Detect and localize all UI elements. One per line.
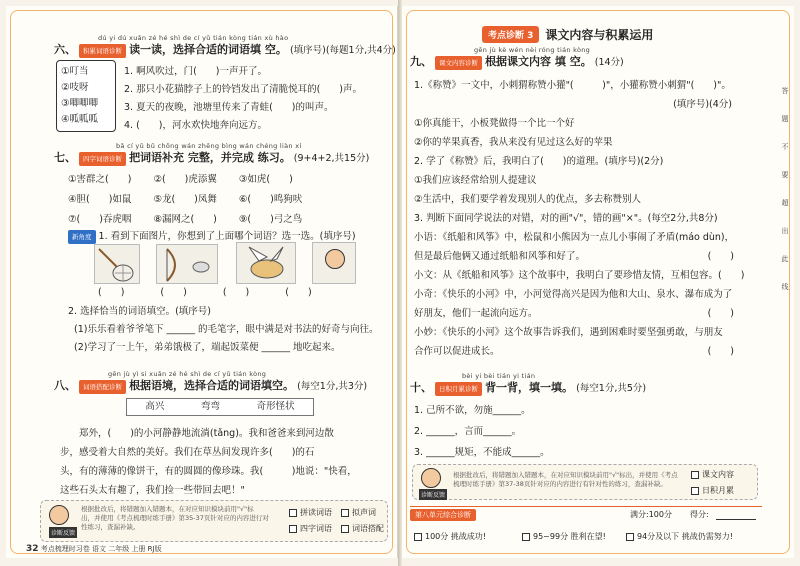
q6-option: ①叮当 bbox=[61, 66, 89, 77]
q6-option: ②吱呀 bbox=[61, 82, 89, 93]
q7-grid bbox=[68, 170, 302, 230]
diag-check-item[interactable]: 日积月累 bbox=[691, 485, 734, 496]
q6-tag: 积累词语诊断 bbox=[79, 44, 126, 58]
unit-option[interactable]: 100分 挑战成功! bbox=[414, 531, 486, 542]
q10-line: 1. 己所不欲，勿施______。 bbox=[414, 405, 531, 416]
checkbox[interactable] bbox=[341, 509, 349, 517]
q7-item: ⑧漏网之( ) bbox=[153, 214, 217, 225]
q7-tag: 四字词语诊断 bbox=[79, 152, 126, 166]
bow-bird-picture bbox=[156, 244, 218, 284]
q6-number: 六、 bbox=[54, 43, 76, 56]
diag-check-item[interactable]: 四字词语 bbox=[289, 523, 332, 534]
diag-text bbox=[81, 505, 269, 532]
unit-option[interactable]: 95~99分 胜利在望! bbox=[522, 531, 606, 542]
unit-full-score: 满分:100分 bbox=[630, 510, 672, 519]
q10-body bbox=[414, 400, 550, 463]
margin-char: 线 bbox=[781, 283, 789, 291]
margin-char: 此 bbox=[781, 255, 789, 263]
section-heading bbox=[482, 26, 653, 43]
q9-statement: 小奇：《快乐的小河》中，小河觉得高兴是因为他和大山、泉水、瀑布成为了 bbox=[414, 289, 733, 300]
q9-option: ①你真能干，小板凳做得一个比一个好 bbox=[414, 118, 575, 129]
q10-line: 3. ______规矩，不能成______。 bbox=[414, 447, 550, 458]
student-avatar-icon bbox=[49, 505, 69, 525]
checkbox[interactable] bbox=[289, 509, 297, 517]
q6-line: 2. 那只小花猫脖子上的铃铛发出了清脆悦耳的( )声。 bbox=[124, 84, 362, 95]
q7-title: 把词语补充 完整，并完成 练习。 bbox=[129, 151, 291, 164]
q6-line: 3. 夏天的夜晚，池塘里传来了青蛙( )的叫声。 bbox=[124, 102, 334, 113]
q8-score: (每空1分,共3分) bbox=[297, 381, 368, 392]
q8-para-line: 步，感受着大自然的美好。我们在草丛间发现许多( )的石 bbox=[60, 447, 315, 458]
q7-sub2: 2. 选择恰当的词语填空。(填序号) bbox=[68, 306, 211, 317]
margin-warning-strip bbox=[778, 86, 792, 466]
diag-text-line: 出，并使用《考点梳理时练手册》第35-37页针对应的内容进行对 bbox=[81, 514, 269, 522]
q6-lines bbox=[124, 63, 362, 135]
q7-item: ⑥( )鸣狗吠 bbox=[238, 194, 303, 205]
q7-sub2a: (1)乐乐看着爷爷笔下 ______ 的毛笔字，眼中满是对书法的好奇与向往。 bbox=[74, 324, 379, 335]
judge-bracket[interactable]: ( ) bbox=[718, 270, 745, 281]
q7-number: 七、 bbox=[54, 151, 76, 164]
eating-boy-picture bbox=[312, 242, 356, 284]
right-diagnosis-box bbox=[412, 464, 758, 500]
winged-tiger-picture bbox=[236, 242, 296, 284]
q6-line: 1. 啊风吹过，门( )一声开了。 bbox=[124, 66, 267, 77]
q8-para-line: 头，有的薄薄的像饼干，有的圆圆的像珍珠。我( )地说："快看， bbox=[60, 466, 357, 477]
bow-icon bbox=[157, 245, 219, 285]
unit-option[interactable]: 94分及以下 挑战仍需努力! bbox=[626, 531, 733, 542]
margin-char: 不 bbox=[781, 143, 789, 151]
diag-label: 诊断反馈 bbox=[419, 489, 447, 500]
answer-bracket[interactable]: ( ) bbox=[160, 287, 187, 298]
left-footer bbox=[26, 544, 162, 554]
q8-para-line: 这些石头太有趣了，我们捡一些带回去吧！" bbox=[60, 485, 245, 496]
q8-word: 奇形怪状 bbox=[256, 401, 295, 412]
unit-score-blank[interactable] bbox=[716, 519, 756, 520]
q9-pinyin: gēn jù kè wén nèi róng tián kòng bbox=[474, 46, 591, 54]
checkbox[interactable] bbox=[341, 525, 349, 533]
q9-line: 3. 判断下面同学说法的对错，对的画"√"，错的画"×"。(每空2分,共8分) bbox=[414, 213, 718, 224]
checkbox[interactable] bbox=[522, 533, 530, 541]
q7-sub1-text: 1. 看到下面图片，你想到了上面哪个词语？选一选。(填序号) bbox=[98, 231, 356, 242]
net-icon bbox=[95, 245, 141, 285]
boy-face-icon bbox=[325, 249, 345, 269]
q8-para-line: 郑外，( )的小河静静地流淌(tǎng)。我和爸爸来到河边散 bbox=[60, 428, 334, 439]
diag-text-line: 梳理时练手册》第37-38页针对应的内容进行有针对性的练习，查漏补缺。 bbox=[453, 480, 667, 488]
unit-summary bbox=[410, 506, 762, 546]
tiger-icon bbox=[237, 243, 297, 285]
checkbox[interactable] bbox=[691, 471, 699, 479]
q8-pinyin: gēn jù yì si xuǎn zé hé shì de cí yǔ tián kòng bbox=[108, 370, 267, 378]
q9-body bbox=[414, 76, 745, 361]
left-page bbox=[6, 6, 398, 558]
q7-answer-brackets bbox=[98, 287, 312, 299]
section-banner: 考点诊断 3 bbox=[482, 26, 539, 43]
q8-word: 高兴 bbox=[145, 401, 165, 412]
q9-statement-row: 但是最后他俩又通过纸船和风筝和好了。 ( ) bbox=[414, 247, 734, 266]
judge-bracket[interactable]: ( ) bbox=[707, 346, 734, 357]
q8-word: 弯弯 bbox=[200, 401, 220, 412]
right-page bbox=[402, 6, 794, 558]
q6-line: 4. ( )，河水欢快地奔向远方。 bbox=[124, 120, 267, 131]
q7-item: ②( )虎添翼 bbox=[153, 174, 217, 185]
q9-header bbox=[410, 56, 624, 70]
q7-item: ①害群之( ) bbox=[68, 174, 132, 185]
q7-item: ⑤龙( )凤舞 bbox=[153, 194, 217, 205]
answer-bracket[interactable]: ( ) bbox=[285, 287, 312, 298]
unit-title: 第八单元综合诊断 bbox=[410, 509, 476, 521]
q9-line: 2. 学了《称赞》后，我明白了( )的道理。(填序号)(2分) bbox=[414, 156, 664, 167]
q6-score: (填序号)(每题1分,共4分) bbox=[289, 45, 396, 56]
q10-title: 背一背，填一填。 bbox=[485, 381, 574, 394]
q7-score: (9+4+2,共15分) bbox=[293, 153, 370, 164]
judge-bracket[interactable]: ( ) bbox=[707, 308, 734, 319]
checkbox[interactable] bbox=[626, 533, 634, 541]
student-avatar-icon bbox=[421, 468, 441, 488]
q9-line: 1.《称赞》一文中，小刺猬称赞小獾"( )"，小獾称赞小刺猬"( )"。 bbox=[414, 80, 731, 91]
section-title: 课文内容与积累运用 bbox=[545, 28, 654, 42]
q9-tag: 课文内容诊断 bbox=[435, 56, 482, 70]
q9-title: 根据课文内容 填 空。 bbox=[485, 55, 592, 68]
q9-statement-row: 合作可以促进成长。 ( ) bbox=[414, 342, 734, 361]
q6-pinyin: dú yi dú xuǎn zé hé shì de cí yǔ tián kòng tián xù hào bbox=[98, 34, 289, 42]
q6-header bbox=[54, 44, 396, 58]
answer-bracket[interactable]: ( ) bbox=[98, 287, 125, 298]
q9-statement: 小语：《纸船和风筝》中，松鼠和小熊因为一点儿小事闹了矛盾(máo dùn)， bbox=[414, 232, 735, 243]
checkbox[interactable] bbox=[289, 525, 297, 533]
diag-check-item[interactable]: 词语搭配 bbox=[341, 523, 384, 534]
unit-score-label: 得分: bbox=[690, 510, 709, 519]
q10-number: 十、 bbox=[410, 381, 432, 394]
checkbox[interactable] bbox=[691, 487, 699, 495]
q6-title: 读一读，选择合适的词语填 空。 bbox=[129, 43, 287, 56]
diag-text bbox=[453, 471, 678, 489]
margin-char: 出 bbox=[781, 227, 789, 235]
q9-statement: 小妙：《快乐的小河》这个故事告诉我们，遇到困难时要坚强勇敢，与朋友 bbox=[414, 327, 723, 338]
q7-item: ③如虎( ) bbox=[238, 174, 293, 185]
new-angle-tag: 新角度 bbox=[68, 230, 96, 244]
judge-bracket[interactable]: ( ) bbox=[707, 251, 734, 262]
q7-header bbox=[54, 152, 369, 166]
margin-char: 要 bbox=[781, 171, 789, 179]
q10-tag: 日积月累诊断 bbox=[435, 382, 482, 396]
q6-option: ③唧唧唧 bbox=[61, 98, 99, 109]
margin-char: 答 bbox=[781, 87, 789, 95]
q6-options-box bbox=[56, 60, 116, 132]
q10-header bbox=[410, 382, 646, 396]
q9-score: (14分) bbox=[594, 57, 624, 68]
page-number: 32 bbox=[26, 544, 39, 554]
q9-number: 九、 bbox=[410, 55, 432, 68]
q7-item: ⑨( )弓之鸟 bbox=[238, 214, 303, 225]
footer-text: 考点梳理时习卷 语文 二年级 上册 RJ版 bbox=[40, 545, 162, 553]
q8-number: 八、 bbox=[54, 379, 76, 392]
q7-item: ⑦( )吞虎咽 bbox=[68, 214, 132, 225]
answer-bracket[interactable]: ( ) bbox=[222, 287, 250, 298]
q10-line: 2. ______，言而______。 bbox=[414, 426, 522, 437]
diag-check-item[interactable]: 拼读词语 bbox=[289, 507, 332, 518]
q9-statement-row: 小文：从《纸船和风筝》这个故事中，我明白了要珍惜友情，互相包容。 ( ) bbox=[414, 266, 734, 285]
net-picture bbox=[94, 244, 140, 284]
q8-title: 根据语境，选择合适的词语填空。 bbox=[129, 379, 295, 392]
q8-tag: 词语搭配诊断 bbox=[79, 380, 126, 394]
q8-header bbox=[54, 380, 367, 394]
diag-text-line: 性练习，查漏补缺。 bbox=[81, 523, 140, 531]
diag-text-line: 根据批改后，将错题加入错题本，在对应知识模块前用"√"标出，并使用《考点 bbox=[453, 471, 678, 479]
diag-label: 诊断反馈 bbox=[49, 527, 77, 538]
margin-char: 超 bbox=[781, 199, 789, 207]
q8-word-box bbox=[126, 398, 314, 416]
q6-option: ④呱呱呱 bbox=[61, 114, 99, 125]
q9-option: ②你的苹果真香，我从来没有见过这么好的苹果 bbox=[414, 137, 613, 148]
q9-statement-row: 好朋友，他们一起流向远方。 ( ) bbox=[414, 304, 734, 323]
diag-text-line: 根据批改后，将错题加入错题本，在对应知识模块前用"√"标 bbox=[81, 505, 254, 513]
q8-passage bbox=[60, 424, 357, 500]
checkbox[interactable] bbox=[414, 533, 422, 541]
q9-option: ②生活中，我们要学着发现别人的优点，多去称赞别人 bbox=[414, 194, 642, 205]
diag-check-item[interactable]: 课文内容 bbox=[691, 469, 734, 480]
q7-sub2b: (2)学习了一上午，弟弟饿极了，端起饭菜便 ______ 地吃起来。 bbox=[74, 342, 341, 353]
diag-check-item[interactable]: 拟声词 bbox=[341, 507, 376, 518]
q10-pinyin: bèi yi bèi tián yi tián bbox=[462, 372, 536, 380]
q9-option: ①我们应该经常给别人提建议 bbox=[414, 175, 537, 186]
q9-line: (填序号)(4分) bbox=[673, 99, 732, 110]
q7-pinyin: bǎ cí yǔ bǔ chōng wán zhěng bìng wán chéng liàn xí bbox=[116, 142, 302, 150]
q7-item: ④胆( )如鼠 bbox=[68, 194, 132, 205]
q10-score: (每空1分,共5分) bbox=[576, 383, 647, 394]
left-diagnosis-box bbox=[40, 500, 388, 542]
margin-char: 题 bbox=[781, 115, 789, 123]
